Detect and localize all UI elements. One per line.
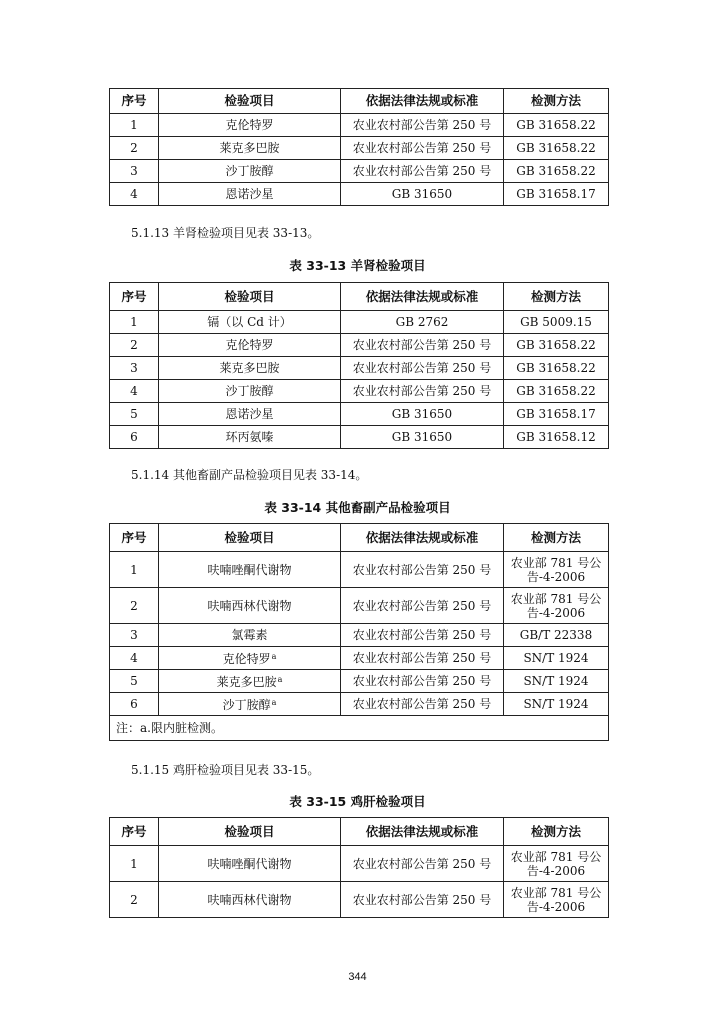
paragraph-5-1-13: 5.1.13 羊肾检验项目见表 33-13。 (131, 226, 320, 240)
table-row: 2 克伦特罗 农业农村部公告第 250 号 GB 31658.22 (110, 334, 609, 357)
header-basis: 依据法律法规或标准 (341, 89, 504, 114)
table-note: 注：a.限内脏检测。 (110, 716, 609, 741)
table-row: 1 镉（以 Cd 计） GB 2762 GB 5009.15 (110, 311, 609, 334)
table-row: 3 氯霉素 农业农村部公告第 250 号 GB/T 22338 (110, 624, 609, 647)
table-row: 2 呋喃西林代谢物 农业农村部公告第 250 号 农业部 781 号公 告-4-2006 (110, 882, 609, 918)
table-row: 3 沙丁胺醇 农业农村部公告第 250 号 GB 31658.22 (110, 160, 609, 183)
table-top (109, 88, 609, 206)
table-33-14 (109, 523, 609, 741)
table-33-13 (109, 282, 609, 449)
page-number: 344 (348, 971, 367, 983)
header-item: 检验项目 (159, 818, 341, 846)
header-item: 检验项目 (159, 524, 341, 552)
header-method: 检测方法 (504, 283, 609, 311)
caption-table-33-14: 表 33-14 其他畜副产品检验项目 (264, 500, 451, 515)
header-method: 检测方法 (504, 89, 609, 114)
footnote-marker: a (277, 675, 283, 684)
table-row: 2 莱克多巴胺 农业农村部公告第 250 号 GB 31658.22 (110, 137, 609, 160)
header-item: 检验项目 (159, 89, 341, 114)
table-row: 1 克伦特罗 农业农村部公告第 250 号 GB 31658.22 (110, 114, 609, 137)
header-basis: 依据法律法规或标准 (341, 283, 504, 311)
table-row: 5 莱克多巴胺$^a$ 农业农村部公告第 250 号 SN/T 1924 (110, 670, 609, 693)
header-item: 检验项目 (159, 283, 341, 311)
table-row: 1 呋喃唑酮代谢物 农业农村部公告第 250 号 农业部 781 号公 告-4-2006 (110, 846, 609, 882)
footnote-marker: a (271, 652, 277, 661)
paragraph-5-1-15: 5.1.15 鸡肝检验项目见表 33-15。 (131, 763, 320, 777)
table-row: 6 沙丁胺醇$^a$ 农业农村部公告第 250 号 SN/T 1924 (110, 693, 609, 716)
table-row: 5 恩诺沙星 GB 31650 GB 31658.17 (110, 403, 609, 426)
caption-table-33-15: 表 33-15 鸡肝检验项目 (289, 794, 426, 809)
table-row: 4 克伦特罗$^a$ 农业农村部公告第 250 号 SN/T 1924 (110, 647, 609, 670)
header-basis: 依据法律法规或标准 (341, 524, 504, 552)
footnote-marker: a (271, 698, 277, 707)
header-method: 检测方法 (504, 524, 609, 552)
header-basis: 依据法律法规或标准 (341, 818, 504, 846)
header-no: 序号 (110, 283, 159, 311)
table-row: 1 呋喃唑酮代谢物 农业农村部公告第 250 号 农业部 781 号公 告-4-2006 (110, 552, 609, 588)
header-no: 序号 (110, 89, 159, 114)
table-row: 4 沙丁胺醇 农业农村部公告第 250 号 GB 31658.22 (110, 380, 609, 403)
table-row: 2 呋喃西林代谢物 农业农村部公告第 250 号 农业部 781 号公 告-4-2006 (110, 588, 609, 624)
table-row: 4 恩诺沙星 GB 31650 GB 31658.17 (110, 183, 609, 206)
table-row: 3 莱克多巴胺 农业农村部公告第 250 号 GB 31658.22 (110, 357, 609, 380)
header-no: 序号 (110, 818, 159, 846)
header-no: 序号 (110, 524, 159, 552)
table-row: 6 环丙氨嗪 GB 31650 GB 31658.12 (110, 426, 609, 449)
header-method: 检测方法 (504, 818, 609, 846)
paragraph-5-1-14: 5.1.14 其他畜副产品检验项目见表 33-14。 (131, 468, 368, 482)
table-33-15 (109, 817, 609, 918)
caption-table-33-13: 表 33-13 羊肾检验项目 (289, 258, 426, 273)
